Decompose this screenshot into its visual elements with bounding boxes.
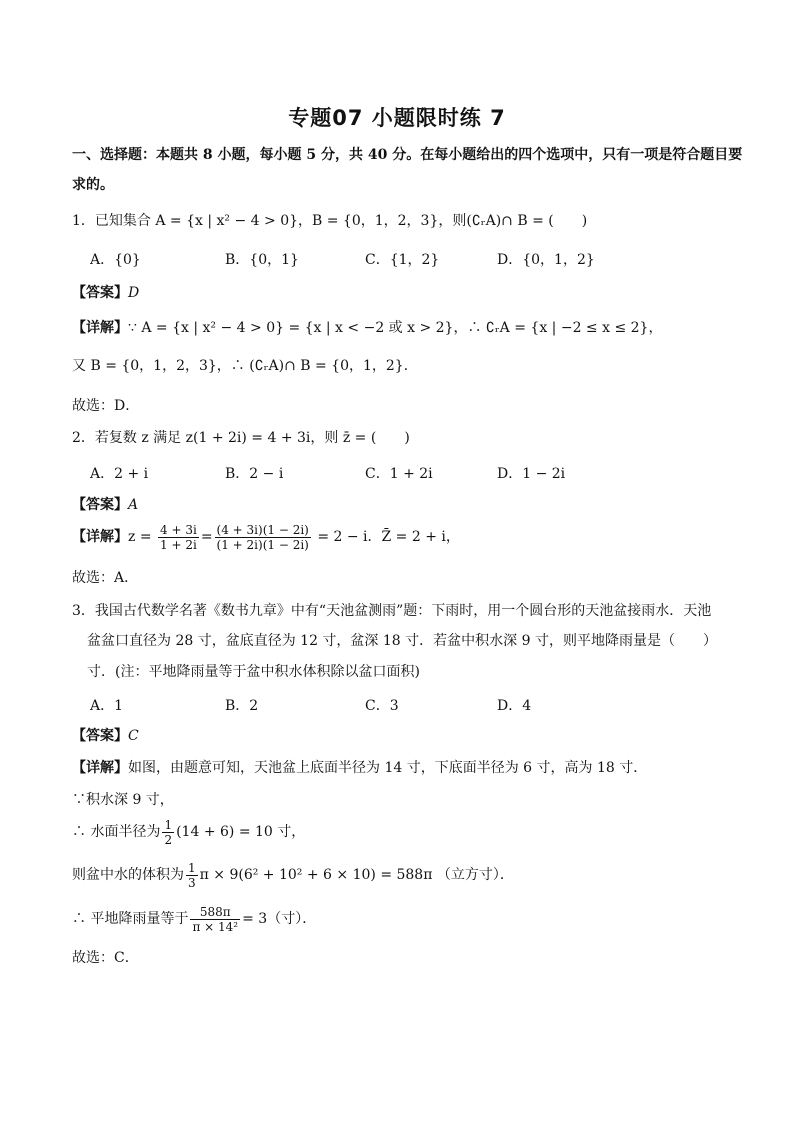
q3-option-c: C．3 [365,698,399,714]
q2-select: 故选：A． [72,570,139,586]
fraction-denominator: 3 [188,875,196,890]
detail-text: ∵ A = {x | x² − 4 > 0} = {x | x < −2 或 x > 2}，∴ ∁ᵣA = {x | −2 ≤ x ≤ 2}， [128,320,663,336]
answer-tag: 【答案】 [72,497,128,513]
detail-pre: ∴ 水面半径为 [72,824,161,840]
q2-option-d: D．1 − 2i [497,466,566,482]
section-header-line1: 一、选择题：本题共 8 小题，每小题 5 分，共 40 分。在每小题给出的四个选项中，只有一项是符合题目要 [72,147,743,163]
q1-option-c: C．{1，2} [365,252,440,268]
q1-option-d: D．{0，1，2} [497,252,595,268]
q2-detail [72,522,460,552]
q2-option-c: C．1 + 2i [365,466,433,482]
answer-value: C [128,728,139,744]
q1-stem: 1．已知集合 A = {x | x² − 4 > 0}，B = {0，1，2，3}，则(∁ᵣA)∩ B = ( ) [72,213,588,229]
fraction-numerator: 1 [164,817,173,832]
detail-text: 如图，由题意可知，天池盆上底面半径为 14 寸，下底面半径为 6 寸，高为 18 寸． [128,760,648,776]
q3-answer [72,726,139,746]
q3-detail-line5 [72,904,316,934]
q1-answer [72,283,139,303]
q2-stem: 2．若复数 z 满足 z(1 + 2i) = 4 + 3i，则 z̄ = ( ) [72,430,410,446]
q1-option-a: A．{0} [90,252,141,268]
fraction [186,861,198,890]
detail-post: π × 9(6² + 10² + 6 × 10) = 588π （立方寸）． [199,867,514,883]
q3-option-a: A．1 [90,698,124,714]
fraction [190,905,240,934]
section-header-line2: 求的。 [72,177,114,193]
detail-tag: 【详解】 [72,320,128,336]
q3-option-b: B．2 [225,698,259,714]
q2-answer [72,495,138,515]
answer-value: A [128,497,139,513]
detail-tag: 【详解】 [72,760,128,776]
fraction-denominator: 2 [164,832,173,847]
answer-tag: 【答案】 [72,285,128,301]
fraction-numerator: (4 + 3i)(1 − 2i) [216,522,309,537]
page-title: 专题07 小题限时练 7 [288,106,506,130]
q3-detail-line4 [72,860,514,890]
detail-rest: = 2 − i．Z̄ = 2 + i， [317,529,460,545]
fraction [158,523,199,552]
q2-option-a: A．2 + i [90,466,149,482]
fraction-numerator: 588π [190,905,240,920]
detail-post: = 3（寸）． [242,911,317,927]
q1-detail-line1 [72,318,662,338]
q1-select: 故选：D． [72,398,140,414]
q3-detail-line2: ∵积水深 9 寸， [72,792,174,808]
answer-value: D [128,285,140,301]
answer-tag: 【答案】 [72,728,128,744]
detail-lhs: z = [128,529,152,545]
q2-option-b: B．2 − i [225,466,284,482]
detail-post: (14 + 6) = 10 寸， [176,824,306,840]
detail-eq: = [200,529,213,545]
q3-stem-line3: 寸．(注：平地降雨量等于盆中积水体积除以盆口面积) [87,664,420,680]
q3-detail-line1 [72,758,647,778]
q3-stem-line1: 3．我国古代数学名著《数书九章》中有“天池盆测雨”题：下雨时，用一个圆台形的天池盆接雨水．天池 [72,603,712,619]
fraction-numerator: 4 + 3i [160,522,197,537]
fraction-denominator: (1 + 2i)(1 − 2i) [216,537,309,552]
q3-stem-line2: 盆盆口直径为 28 寸，盆底直径为 12 寸，盆深 18 寸．若盆中积水深 9 寸，则平地降雨量是（ ） [87,633,717,649]
fraction-denominator: π × 14² [192,919,239,934]
fraction [162,818,174,847]
q3-detail-line3 [72,817,305,847]
detail-tag: 【详解】 [72,529,128,545]
fraction-denominator: 1 + 2i [160,537,197,552]
q3-option-d: D．4 [497,698,532,714]
fraction-numerator: 1 [188,860,196,875]
q1-detail-line2: 又 B = {0，1，2，3}，∴ (∁ᵣA)∩ B = {0，1，2}． [72,358,418,374]
q1-option-b: B．{0，1} [225,252,299,268]
fraction [215,523,311,552]
q3-select: 故选：C． [72,950,139,966]
detail-pre: 则盆中水的体积为 [72,867,184,883]
detail-pre: ∴ 平地降雨量等于 [72,911,189,927]
